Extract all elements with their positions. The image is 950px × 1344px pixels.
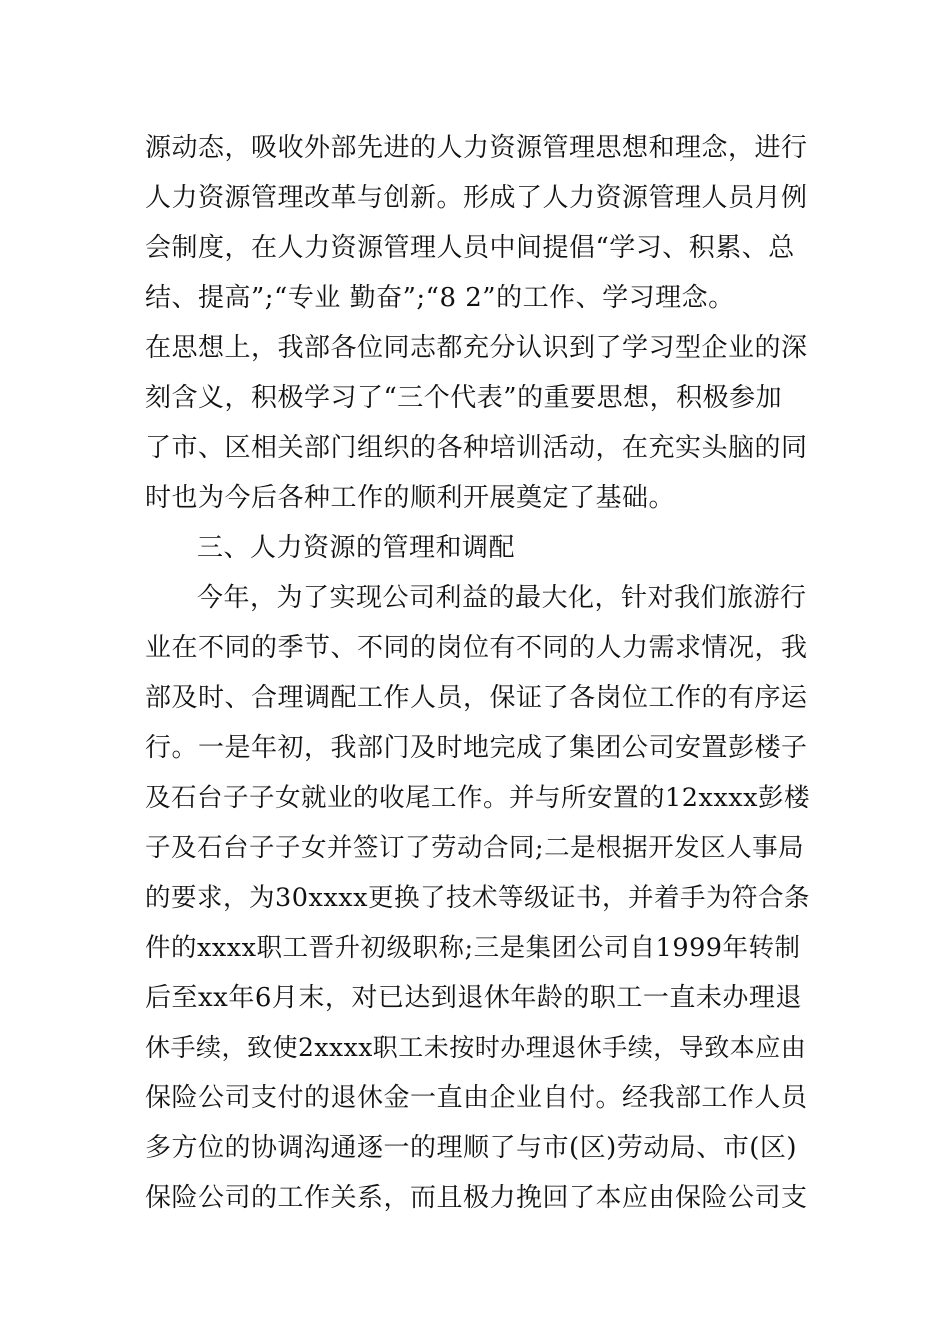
text-line: 子及石台子子女并签订了劳动合同;二是根据开发区人事局 bbox=[145, 833, 805, 863]
text-line: 后至xx年6月末，对已达到退休年龄的职工一直未办理退 bbox=[145, 983, 802, 1013]
text-line: 结、提高”;“专业 勤奋”;“8 2”的工作、学习理念。 bbox=[145, 283, 735, 313]
text-line: 保险公司支付的退休金一直由企业自付。经我部工作人员 bbox=[145, 1083, 808, 1113]
text-line: 行。一是年初，我部门及时地完成了集团公司安置彭楼子 bbox=[145, 733, 808, 763]
text-line: 今年，为了实现公司利益的最大化，针对我们旅游行 bbox=[197, 583, 807, 613]
text-line: 人力资源管理改革与创新。形成了人力资源管理人员月例 bbox=[145, 183, 808, 213]
text-line: 时也为今后各种工作的顺利开展奠定了基础。 bbox=[145, 483, 676, 513]
text-line: 保险公司的工作关系，而且极力挽回了本应由保险公司支 bbox=[145, 1183, 808, 1213]
text-line: 在思想上，我部各位同志都充分认识到了学习型企业的深 bbox=[145, 333, 808, 363]
text-line: 及石台子子女就业的收尾工作。并与所安置的12xxxx彭楼 bbox=[145, 783, 810, 813]
text-line: 会制度，在人力资源管理人员中间提倡“学习、积累、总 bbox=[145, 233, 795, 263]
text-line: 部及时、合理调配工作人员，保证了各岗位工作的有序运 bbox=[145, 683, 808, 713]
section-heading: 三、人力资源的管理和调配 bbox=[197, 533, 516, 563]
text-line: 业在不同的季节、不同的岗位有不同的人力需求情况，我 bbox=[145, 633, 808, 663]
text-line: 休手续，致使2xxxx职工未按时办理退休手续，导致本应由 bbox=[145, 1033, 807, 1062]
text-line: 件的xxxx职工晋升初级职称;三是集团公司自1999年转制 bbox=[145, 933, 801, 963]
text-line: 多方位的协调沟通逐一的理顺了与市(区)劳动局、市(区) bbox=[145, 1133, 798, 1163]
text-line: 刻含义，积极学习了“三个代表”的重要思想，积极参加 bbox=[145, 383, 783, 413]
text-line: 了市、区相关部门组织的各种培训活动，在充实头脑的同 bbox=[145, 433, 808, 463]
text-line: 源动态，吸收外部先进的人力资源管理思想和理念，进行 bbox=[145, 133, 808, 163]
text-line: 的要求，为30xxxx更换了技术等级证书，并着手为符合条 bbox=[145, 883, 810, 913]
